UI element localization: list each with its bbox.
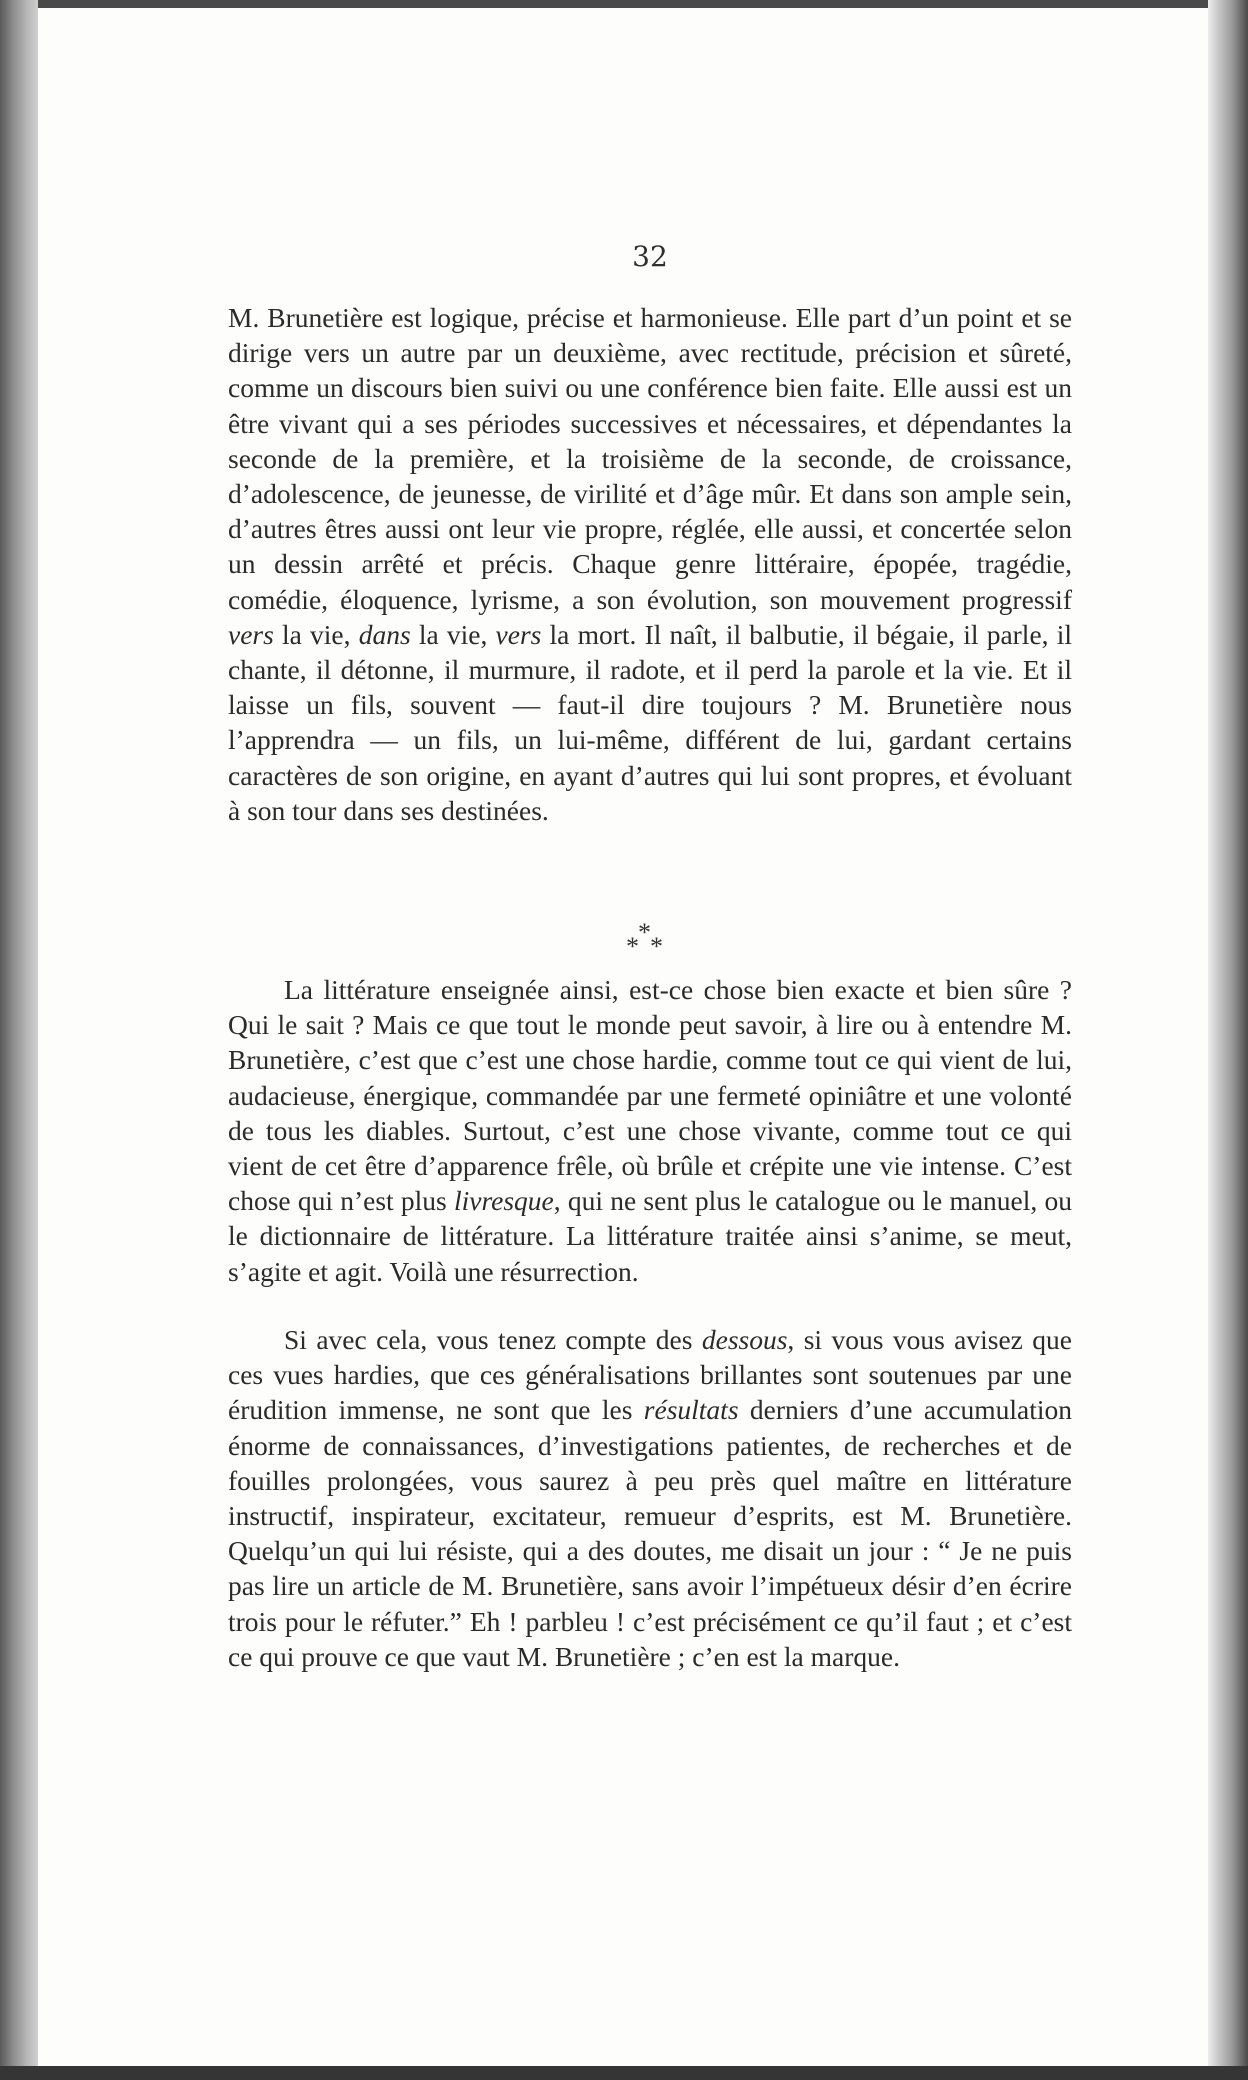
paragraph-1-italic-dans: dans bbox=[358, 618, 411, 650]
separator-star: * bbox=[638, 918, 651, 947]
paragraph-1-italic-vers: vers bbox=[495, 618, 542, 650]
paragraph-3-italic-resultats: résultats bbox=[643, 1394, 739, 1426]
paragraph-2-italic-livresque: livresque bbox=[453, 1185, 554, 1217]
page-text bbox=[228, 300, 1072, 1674]
paragraph-2-text: La littérature enseignée ainsi, est-ce chose bien exacte et bien sûre ? Qui le sait ? Mais ce que tout le monde peut savoir, à lire ou à entendre M. Brunetière, c’est que c’est une chose hardie, comme tout ce qui vient de lui, audacieuse, énergique, commandée par une fermeté opiniâtre et une volonté de tous les diables. Surtout, c’est une chose vivante, comme tout ce qui vient de cet être d’apparence frêle, où brûle et crépite une vie intense. C’est chose qui n’est plus bbox=[228, 974, 1072, 1217]
paragraph-1 bbox=[228, 300, 1072, 900]
paragraph-1-text: la mort. Il naît, il balbutie, il bégaie, il parle, il chante, il détonne, il murmure, il radote, et il perd la parole et la vie. Et il laisse un fils, souvent — faut-il dire toujours ? M. Brunetière nous l’apprendra — un fils, un lui-même, différent de lui, gardant certains caractères de son origine, en ayant d’autres qui lui sont propres, et évoluant à son tour dans ses destinées. bbox=[228, 618, 1072, 826]
paragraph-1-text: la vie, bbox=[410, 618, 496, 650]
paragraph-3-text: derniers d’une accumulation énorme de connaissances, d’investigations patientes, de recherches et de fouilles prolongées, vous saurez à peu près quel maître en littérature instructif, inspirateur, excitateur, remueur d’esprits, est M. Brunetière. Quelqu’un qui lui résiste, qui a des doutes, me disait un jour : “ Je ne puis pas lire un article de M. Brunetière, sans avoir l’impétueux désir d’en écrire trois pour le réfuter.” Eh ! parbleu ! c’est précisément ce qu’il faut ; et c’est ce qui prouve ce que vaut M. Brunetière ; c’en est la marque. bbox=[228, 1394, 1072, 1672]
paragraph-1-text: la vie, bbox=[273, 618, 359, 650]
separator-star: * bbox=[626, 932, 639, 961]
paragraph-1-italic-vers: vers bbox=[228, 618, 274, 650]
section-separator bbox=[228, 900, 1072, 972]
page-fore-edge bbox=[1208, 0, 1248, 2080]
paragraph-3-text: Si avec cela, vous tenez compte des bbox=[284, 1324, 702, 1355]
paragraph-3 bbox=[228, 1322, 1072, 1674]
paragraph-2 bbox=[228, 972, 1072, 1322]
paragraph-3-italic-dessous: dessous bbox=[701, 1324, 788, 1355]
paragraph-3-text: , si vous vous avisez que ces vues hardies, que ces généralisations brillantes sont soutenues par une érudition immense, ne sont que les bbox=[228, 1324, 1072, 1426]
page-number: 32 bbox=[632, 240, 668, 273]
paragraph-1-text: M. Brunetière est logique, précise et harmonieuse. Elle part d’un point et se dirige vers un autre par un deuxième, avec rectitude, précision et sûreté, comme un discours bien suivi ou une conférence bien faite. Elle aussi est un être vivant qui a ses périodes successives et nécessaires, et dépendantes la seconde de la première, et la troisième de la seconde, de croissance, d’adolescence, de jeunesse, de virilité et d’âge mûr. Et dans son ample sein, d’autres êtres aussi ont leur vie propre, réglée, elle aussi, et concertée selon un dessin arrêté et précis. Chaque genre littéraire, épopée, tragédie, comédie, éloquence, lyrisme, a son évolution, son mouvement progressif bbox=[228, 302, 1072, 615]
book-spine-edge bbox=[0, 0, 38, 2080]
separator-star: * bbox=[650, 932, 663, 961]
scan-bottom-edge bbox=[0, 2066, 1248, 2080]
paragraph-2-text: , qui ne sent plus le catalogue ou le manuel, ou le dictionnaire de littérature. La littérature traitée ainsi s’anime, se meut, s’agite et agit. Voilà une résurrection. bbox=[228, 1185, 1072, 1287]
